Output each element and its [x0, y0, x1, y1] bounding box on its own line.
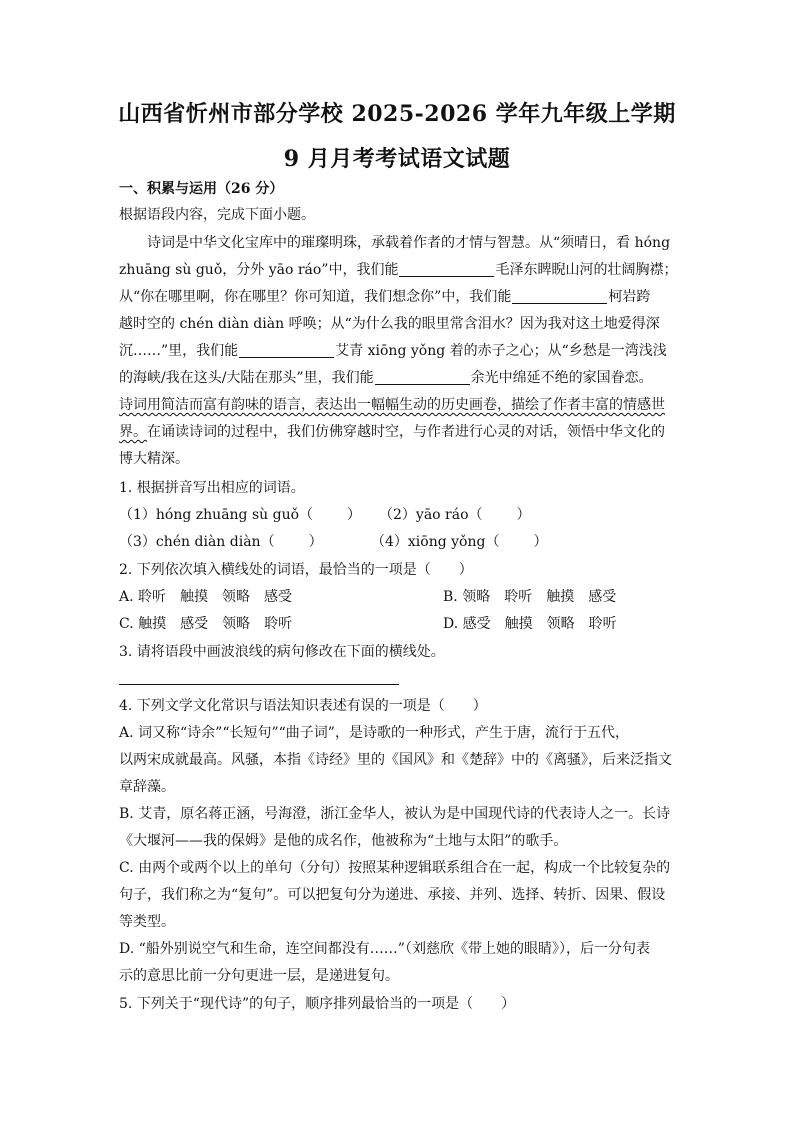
q1-item-4-label: （4）xiōng yǒng（ [371, 534, 500, 550]
q4-stem: 4. 下列文学文化常识与语法知识表述有误的一项是（ ） [119, 698, 487, 714]
q1-item-3-close: ） [308, 534, 323, 550]
wavy-sentence-part-1: 诗词用简洁而富有韵味的语言，表达出一幅幅生动的历史画卷，描绘了作者丰富的情感世 [119, 397, 665, 413]
passage-line-3-b: 柯岩跨 [608, 289, 651, 305]
q3-answer-line[interactable] [119, 684, 399, 685]
passage-line-2-a: zhuāng sù guǒ，分外 yāo ráo”中，我们能 [119, 262, 399, 278]
passage-line-2 [119, 260, 679, 280]
q2-option-c[interactable]: C. 触摸 感受 领略 聆听 [119, 616, 293, 632]
q4-option-a-line-3: 章辞藻。 [119, 779, 175, 795]
q2-option-d[interactable]: D. 感受 触摸 领略 聆听 [443, 616, 617, 632]
q4-option-a-line-2: 以两宋成就最高。风骚，本指《诗经》里的《国风》和《楚辞》中的《离骚》，后来泛指文 [119, 752, 672, 768]
q4-option-c-line-2: 句子，我们称之为“复句”。可以把复句分为递进、承接、并列、选择、转折、因果、假设 [119, 887, 666, 903]
q5-stem: 5. 下列关于“现代诗”的句子，顺序排列最恰当的一项是（ ） [119, 996, 516, 1012]
q4-option-b-line-1[interactable]: B. 艾青，原名蒋正涵，号海澄，浙江金华人，被认为是中国现代诗的代表诗人之一。长诗 [119, 806, 671, 822]
q1-item-2 [379, 505, 709, 525]
exam-title-line1: 山西省忻州市部分学校 2025-2026 学年九年级上学期 [118, 101, 676, 127]
section-instruction: 根据语段内容，完成下面小题。 [119, 207, 315, 223]
q4-option-a-line-1[interactable]: A. 词又称“诗余”“长短句”“曲子词”，是诗歌的一种形式，产生于唐，流行于五代， [119, 725, 629, 741]
wavy-sentence-part-2: 界。 [119, 424, 147, 440]
passage-line-3-a: 从“你在哪里啊，你在哪里？你可知道，我们想念你”中，我们能 [119, 289, 512, 305]
q1-item-2-label: （2）yāo ráo（ [379, 507, 483, 523]
q1-item-3-label: （3）chén diàn diàn（ [119, 534, 275, 550]
fill-blank-3[interactable] [239, 342, 334, 358]
section-heading: 一、积累与运用（26 分） [119, 181, 284, 197]
passage-line-3 [119, 287, 679, 307]
q2-option-b[interactable]: B. 领略 聆听 触摸 感受 [443, 589, 617, 605]
q1-item-2-close: ） [516, 507, 531, 523]
q2-stem: 2. 下列依次填入横线处的词语，最恰当的一项是（ ） [119, 562, 473, 578]
q1-item-1-close: ） [347, 507, 362, 523]
passage-line-6-b: 余光中绵延不绝的家国眷恋。 [470, 370, 653, 386]
q4-option-c-line-3: 等类型。 [119, 914, 175, 930]
passage-line-8-b: 在诵读诗词的过程中，我们仿佛穿越时空，与作者进行心灵的对话，领悟中华文化的 [147, 424, 665, 440]
fill-blank-4[interactable] [375, 369, 470, 385]
q4-option-d-line-1[interactable]: D. “船外别说空气和生命，连空间都没有……”（刘慈欣《带上她的眼睛》），后一分句表 [119, 941, 650, 957]
passage-line-5-a: 沉……”里，我们能 [119, 343, 239, 359]
passage-line-2-b: 毛泽东睥睨山河的壮阔胸襟； [495, 262, 678, 278]
passage-line-6 [119, 368, 679, 388]
q2-option-a[interactable]: A. 聆听 触摸 领略 感受 [119, 589, 293, 605]
passage-line-6-a: 的海峡/我在这头/大陆在那头”里，我们能 [119, 370, 374, 386]
q1-stem: 1. 根据拼音写出相应的词语。 [119, 480, 305, 496]
passage-line-1: 诗词是中华文化宝库中的璀璨明珠，承载着作者的才情与智慧。从“须晴日，看 hóng [147, 235, 671, 251]
exam-title-line2: 9 月月考考试语文试题 [283, 146, 511, 172]
passage-line-8 [119, 422, 679, 442]
q4-option-d-line-2: 示的意思比前一分句更进一层，是递进复句。 [119, 968, 399, 984]
passage-line-9: 博大精深。 [119, 451, 189, 467]
q3-stem: 3. 请将语段中画波浪线的病句修改在下面的横线处。 [119, 644, 445, 660]
q1-item-4 [371, 532, 701, 552]
q1-item-4-close: ） [533, 534, 548, 550]
q1-item-1-label: （1）hóng zhuāng sù guǒ（ [119, 507, 314, 523]
q4-option-b-line-2: 《大堰河——我的保姆》是他的成名作，他被称为“土地与太阳”的歌手。 [119, 833, 568, 849]
q4-option-c-line-1[interactable]: C. 由两个或两个以上的单句（分句）按照某种逻辑联系组合在一起，构成一个比较复杂的 [119, 860, 671, 876]
fill-blank-1[interactable] [399, 261, 494, 277]
passage-line-4: 越时空的 chén diàn diàn 呼唤；从“为什么我的眼里常含泪水？因为我对这土地爱得深 [119, 316, 660, 332]
passage-line-5 [119, 341, 679, 361]
passage-line-7 [119, 395, 679, 415]
fill-blank-2[interactable] [512, 288, 607, 304]
passage-line-5-b: 艾青 xiōng yǒng 着的赤子之心；从“乡愁是一湾浅浅 [335, 343, 667, 359]
